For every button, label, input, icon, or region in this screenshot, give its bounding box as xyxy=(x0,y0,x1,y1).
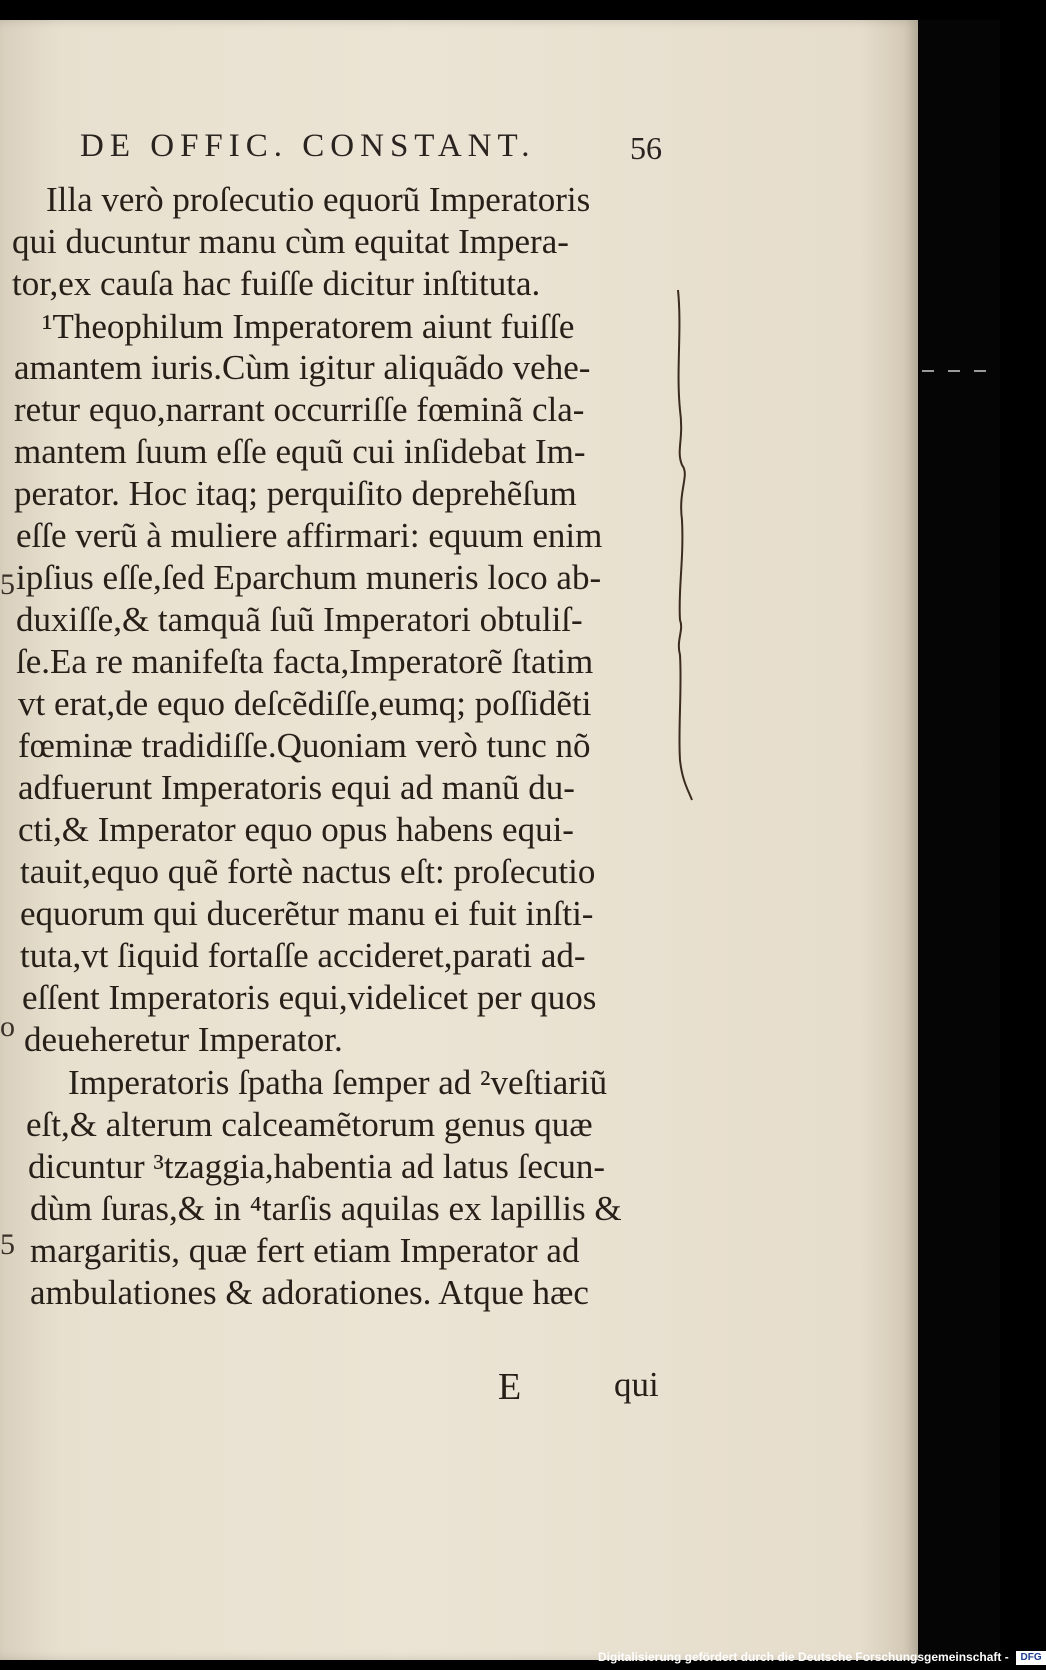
footer-text: Digitalisierung gefördert durch die Deutsche Forschungsgemeinschaft - xyxy=(598,1650,1009,1664)
crop-mark-dashes xyxy=(922,370,1000,372)
text-line: qui ducuntur manu cùm equitat Impera- xyxy=(12,222,569,261)
digitization-footer xyxy=(598,1648,1046,1666)
margin-line-number: 5 xyxy=(0,568,15,601)
text-line: mantem ſuum eſſe equũ cui inſidebat Im- xyxy=(14,432,586,471)
catchword: qui xyxy=(614,1365,659,1404)
margin-line-number: o xyxy=(0,1010,15,1043)
text-line: perator. Hoc itaq; perquiſito deprehẽſum xyxy=(14,474,577,513)
text-line: eſſent Imperatoris equi,videlicet per quos xyxy=(22,978,597,1017)
text-line: eſſe verũ à muliere affirmari: equum enim xyxy=(16,516,603,555)
running-head: DE OFFIC. CONSTANT. xyxy=(80,128,536,164)
text-line: ipſius eſſe,ſed Eparchum muneris loco ab- xyxy=(16,558,602,597)
text-line: tauit,equo quẽ fortè nactus eſt: proſecutio xyxy=(20,852,596,891)
text-line: adfuerunt Imperatoris equi ad manũ du- xyxy=(18,768,575,807)
dfg-logo-icon: DFG xyxy=(1016,1651,1046,1665)
text-line: duxiſſe,& tamquã ſuũ Imperatori obtuliſ- xyxy=(16,600,583,639)
page-number: 56 xyxy=(630,130,662,166)
text-line: dùm ſuras,& in ⁴tarſis aquilas ex lapillis & xyxy=(30,1189,622,1228)
text-line: retur equo,narrant occurriſſe fœminã cla- xyxy=(14,390,585,429)
text-line: vt erat,de equo deſcẽdiſſe,eumq; poſſidẽti xyxy=(18,684,592,723)
text-line: margaritis, quæ fert etiam Imperator ad xyxy=(30,1231,580,1270)
text-line: ¹Theophilum Imperatorem aiunt fuiſſe xyxy=(42,307,575,346)
text-line: tuta,vt ſiquid fortaſſe accideret,parati ad- xyxy=(20,936,586,975)
text-line: ſe.Ea re manifeſta facta,Imperatorẽ ſtatim xyxy=(16,642,594,681)
text-line: ambulationes & adorationes. Atque hæc xyxy=(30,1273,589,1312)
text-line: cti,& Imperator equo opus habens equi- xyxy=(18,810,574,849)
text-line: tor,ex cauſa hac fuiſſe dicitur inſtituta. xyxy=(12,264,541,303)
text-line: fœminæ tradidiſſe.Quoniam verò tunc nõ xyxy=(18,726,591,765)
signature-mark: E xyxy=(498,1366,522,1408)
margin-line-number: 5 xyxy=(0,1228,15,1261)
handwritten-bracket xyxy=(672,290,694,800)
text-line: eſt,& alterum calceamẽtorum genus quæ xyxy=(26,1105,593,1144)
text-line: equorum qui ducerẽtur manu ei fuit inſti- xyxy=(20,894,594,933)
text-line: deueheretur Imperator. xyxy=(24,1020,343,1059)
text-line: Illa verò proſecutio equorũ Imperatoris xyxy=(46,180,591,219)
page-edge-shadow xyxy=(918,20,1000,1660)
text-line: Imperatoris ſpatha ſemper ad ²veſtiariũ xyxy=(68,1063,608,1102)
text-line: amantem iuris.Cùm igitur aliquãdo vehe- xyxy=(14,348,591,387)
text-line: dicuntur ³tzaggia,habentia ad latus ſecun- xyxy=(28,1147,606,1186)
